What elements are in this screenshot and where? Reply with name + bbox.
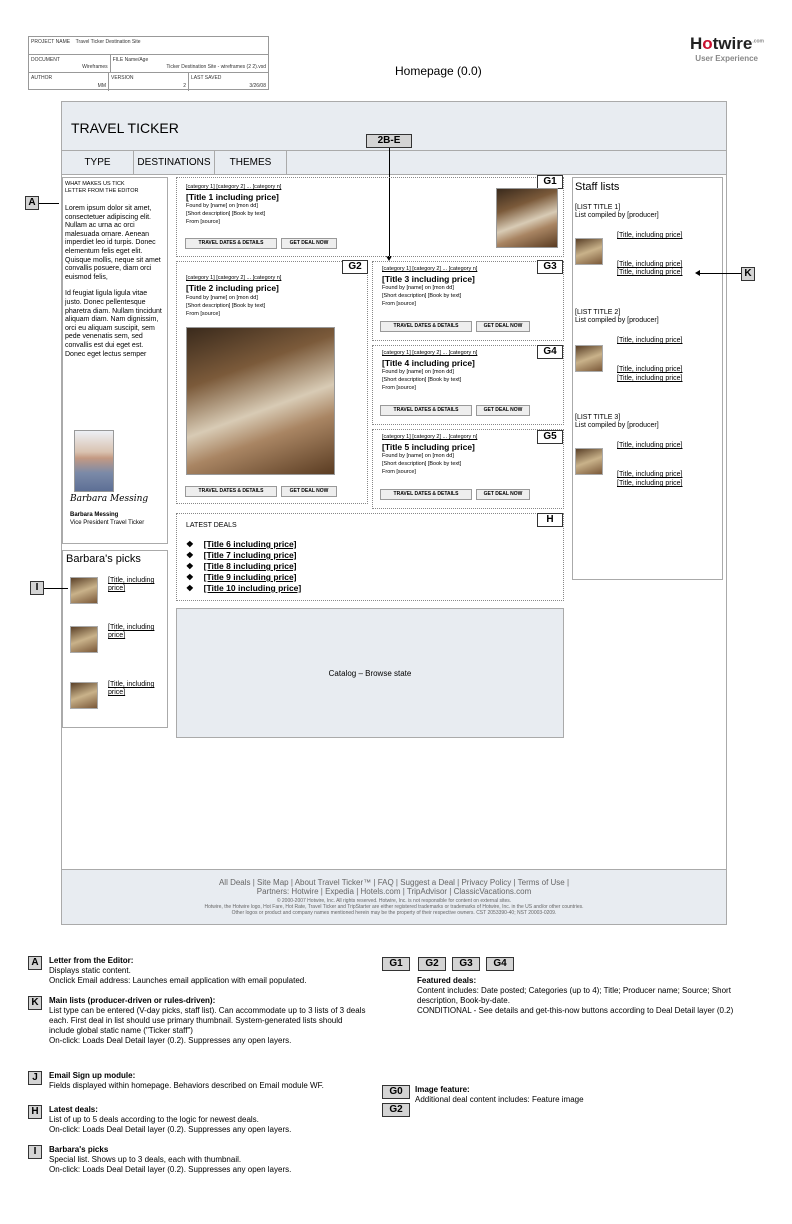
letter-para-1: Lorem ipsum dolor sit amet, consectetuer adipiscing elit. Nullam ac urna ac orci malesuada ornare. Aenean imperdiet leo id turpis. Donec elementum felis eget elit. Quisque mollis, neque sit amet convallis posuere, diam orci euismod felis, — [65, 205, 161, 281]
tag-g3: G3 — [537, 260, 563, 274]
deal-g4-found: Found by [name] on [mon dd] — [382, 369, 454, 375]
bullet-icon: ❖ — [186, 561, 194, 571]
hotwire-logo — [690, 34, 764, 54]
staff-list-2-name: [LIST TITLE 2] — [575, 309, 621, 316]
project-value: Travel Ticker Destination Site — [75, 39, 141, 45]
note-tag-i: I — [28, 1145, 42, 1159]
note-a — [49, 956, 369, 986]
staff-list-3-name: [LIST TITLE 3] — [575, 414, 621, 421]
deal-g2-source: From [source] — [186, 311, 220, 317]
pick-thumb-3[interactable] — [70, 682, 98, 709]
pick-thumb-1[interactable] — [70, 577, 98, 604]
arrow-i — [44, 588, 68, 589]
note-i-line-1: Special list. Shows up to 3 deals, each with thumbnail. — [49, 1155, 242, 1164]
latest-item[interactable] — [186, 583, 301, 594]
editor-role[interactable]: Vice President Travel Ticker — [70, 520, 145, 526]
file-label: FILE Name/Age — [112, 57, 149, 63]
document-cell — [29, 55, 111, 72]
file-value: Ticker Destination Site - wireframes (2 2).vsd — [166, 64, 266, 70]
pick-link-3[interactable]: [Title, including price] — [108, 681, 155, 696]
letter-para-2: Id feugiat ligula ligula vitae justo. Donec pellentesque pharetra diam. Nullam tincidunt aliquam diam. Nam dignissim, orci eu aliquam suscipit, sem pede venenatis sem, sed convallis est dui eget est. Donec eget lectus semper — [65, 290, 162, 358]
deal-g4-desc: [Short description] [Book by text] — [382, 377, 462, 383]
deal-g5-title[interactable]: [Title 5 including price] — [382, 442, 475, 452]
deal-g5-found: Found by [name] on [mon dd] — [382, 453, 454, 459]
deal-g2-title[interactable]: [Title 2 including price] — [186, 283, 279, 293]
deal-g1-desc: [Short description] [Book by text] — [186, 211, 266, 217]
note-k-line-2: On-click: Loads Deal Detail layer (0.2). Suppresses any open layers. — [49, 1036, 292, 1045]
deal-g3-categories[interactable]: [category 1] [category 2] ... [category n] — [382, 266, 478, 272]
deal-g4-source: From [source] — [382, 385, 416, 391]
latest-item-link[interactable]: [Title 6 including price] — [203, 539, 297, 549]
deal-g5-source: From [source] — [382, 469, 416, 475]
version-label: VERSION — [111, 75, 134, 81]
deal-g4-get-button[interactable]: GET DEAL NOW — [476, 405, 530, 416]
note-k-line-1: List type can be entered (V-day picks, staff list). Can accommodate up to 3 lists of 3 deals each. First deal in list should use primary thumbnail. System-generated lists should include global static name ("Ticker staff") — [49, 1006, 366, 1035]
document-value: Wireframes — [82, 64, 108, 70]
staff-list-1-by: List compiled by [producer] — [575, 212, 659, 219]
latest-item-link[interactable]: [Title 7 including price] — [203, 550, 297, 560]
arrow-a — [39, 203, 59, 204]
deal-g1-categories[interactable]: [category 1] [category 2] ... [category n] — [186, 184, 282, 190]
catalog-browse-state: Catalog – Browse state — [176, 608, 564, 738]
note-h-title: Latest deals: — [49, 1105, 98, 1114]
note-i — [49, 1145, 369, 1175]
deal-g4-categories[interactable]: [category 1] [category 2] ... [category n] — [382, 350, 478, 356]
deal-g2-dates-button[interactable]: TRAVEL DATES & DETAILS — [185, 486, 277, 497]
bullet-icon: ❖ — [186, 539, 194, 549]
author-cell — [29, 73, 109, 91]
pick-link-1[interactable]: [Title, including price] — [108, 577, 155, 592]
note-j — [49, 1071, 369, 1091]
footer-legal-3: Other logos or product and company names mentioned herein may be the property of their respective owners. CST 2053390-40; NST 20003-0209. — [231, 910, 557, 916]
deal-g4-title[interactable]: [Title 4 including price] — [382, 358, 475, 368]
note-g0-line-1: Additional deal content includes: Feature image — [415, 1095, 584, 1104]
staff-list-3-header — [575, 414, 659, 430]
bullet-icon: ❖ — [186, 572, 194, 582]
staff-list-3-item-3[interactable]: [Title, including price] — [617, 480, 683, 487]
note-h-line-2: On-click: Loads Deal Detail layer (0.2). Suppresses any open layers. — [49, 1125, 292, 1134]
deal-g1-dates-button[interactable]: TRAVEL DATES & DETAILS — [185, 238, 277, 249]
site-title[interactable]: TRAVEL TICKER — [71, 120, 179, 136]
staff-list-1-item-2[interactable]: [Title, including price] — [617, 261, 683, 268]
staff-list-2-header — [575, 309, 659, 325]
note-tag-g3: G3 — [452, 957, 480, 971]
saved-label: LAST SAVED — [191, 75, 222, 81]
tag-g5: G5 — [537, 430, 563, 444]
latest-item-link[interactable]: [Title 8 including price] — [203, 561, 297, 571]
note-g-line-1: Content includes: Date posted; Categories (up to 4); Title; Producer name; Source; Short description, Book-by-date. — [417, 986, 731, 1005]
note-h — [49, 1105, 369, 1135]
note-i-title: Barbara's picks — [49, 1145, 109, 1154]
footer-partners[interactable]: Partners: Hotwire | Expedia | Hotels.com | TripAdvisor | ClassicVacations.com — [256, 887, 532, 896]
note-tag-g0: G0 — [382, 1085, 410, 1099]
project-meta-table — [28, 36, 269, 90]
latest-deals-list — [186, 539, 301, 594]
staff-list-2-item-2[interactable]: [Title, including price] — [617, 366, 683, 373]
tag-g1: G1 — [537, 175, 563, 189]
latest-item[interactable] — [186, 561, 301, 572]
saved-cell — [189, 73, 268, 91]
deal-g1-source: From [source] — [186, 219, 220, 225]
project-name-cell — [29, 37, 268, 54]
note-a-line-2: Onclick Email address: Launches email application with email populated. — [49, 976, 307, 985]
note-h-line-1: List of up to 5 deals according to the logic for newest deals. — [49, 1115, 259, 1124]
author-label: AUTHOR — [31, 75, 53, 81]
arrow-k — [699, 273, 741, 274]
version-value: 2 — [183, 83, 186, 89]
deal-g3-title[interactable]: [Title 3 including price] — [382, 274, 475, 284]
staff-list-1-thumb[interactable] — [575, 238, 603, 265]
note-tag-g1: G1 — [382, 957, 410, 971]
editor-avatar — [74, 430, 114, 492]
staff-list-2-by: List compiled by [producer] — [575, 317, 659, 324]
tag-g2: G2 — [342, 260, 368, 274]
staff-list-2-item-1[interactable]: [Title, including price] — [617, 337, 683, 344]
tag-k: K — [741, 267, 755, 281]
main-nav — [62, 151, 726, 175]
staff-lists-title: Staff lists — [575, 181, 620, 193]
note-g0-title: Image feature: — [415, 1085, 470, 1094]
staff-list-1-item-3[interactable]: [Title, including price] — [617, 269, 683, 276]
document-label: DOCUMENT — [31, 57, 60, 63]
note-a-title: Letter from the Editor: — [49, 956, 134, 965]
staff-list-1-name: [LIST TITLE 1] — [575, 204, 621, 211]
latest-item[interactable] — [186, 539, 301, 550]
deal-g2-get-button[interactable]: GET DEAL NOW — [281, 486, 337, 497]
staff-list-2-thumb[interactable] — [575, 345, 603, 372]
deal-g5-desc: [Short description] [Book by text] — [382, 461, 462, 467]
latest-item[interactable] — [186, 572, 301, 583]
note-i-line-2: On-click: Loads Deal Detail layer (0.2). Suppresses any open layers. — [49, 1165, 292, 1174]
staff-list-2-item-3[interactable]: [Title, including price] — [617, 375, 683, 382]
footer-links[interactable]: All Deals | Site Map | About Travel Ticker™ | FAQ | Suggest a Deal | Privacy Policy | Terms of Use | — [218, 878, 570, 887]
bullet-icon: ❖ — [186, 583, 194, 593]
footer-legal-2: Hotwire, the Hotwire logo, Hot Fare, Hot Rate, Travel Ticker and TripStarter are either registered trademarks or trademarks of Hotwire, Inc. in the US and/or other countries. — [204, 904, 584, 910]
tab-type[interactable]: TYPE — [62, 151, 134, 175]
arrow-k-head — [695, 270, 700, 276]
editor-signature: Barbara Messing — [70, 494, 149, 504]
staff-list-3-item-1[interactable]: [Title, including price] — [617, 442, 683, 449]
staff-list-3-thumb[interactable] — [575, 448, 603, 475]
logo-rest: twire — [712, 34, 753, 53]
deal-g3-found: Found by [name] on [mon dd] — [382, 285, 454, 291]
note-g-line-2: CONDITIONAL - See details and get-this-now buttons according to Deal Detail layer (0.2) — [417, 1006, 734, 1015]
tag-2b-e: 2B-E — [366, 134, 412, 148]
deal-g1-get-button[interactable]: GET DEAL NOW — [281, 238, 337, 249]
saved-value: 3/26/08 — [249, 83, 266, 89]
deal-g5-dates-button[interactable]: TRAVEL DATES & DETAILS — [380, 489, 472, 500]
staff-list-3-by: List compiled by [producer] — [575, 422, 659, 429]
note-k-title: Main lists (producer-driven or rules-driven): — [49, 996, 216, 1005]
deal-g1-photo[interactable] — [496, 188, 558, 248]
note-g0 — [415, 1085, 745, 1105]
tag-i: I — [30, 581, 44, 595]
deal-g3-dates-button[interactable]: TRAVEL DATES & DETAILS — [380, 321, 472, 332]
letter-body — [65, 205, 165, 359]
note-a-line-1: Displays static content. — [49, 966, 131, 975]
latest-item-link[interactable]: [Title 9 including price] — [203, 572, 297, 582]
note-j-line-1: Fields displayed within homepage. Behaviors described on Email module WF. — [49, 1081, 324, 1090]
note-tag-a: A — [28, 956, 42, 970]
project-label: PROJECT NAME — [31, 39, 71, 45]
logo-o: o — [702, 34, 713, 53]
deal-g5-categories[interactable]: [category 1] [category 2] ... [category n] — [382, 434, 478, 440]
tag-h: H — [537, 513, 563, 527]
note-g — [417, 976, 747, 1016]
note-tag-k: K — [28, 996, 42, 1010]
staff-list-1-item-1[interactable]: [Title, including price] — [617, 232, 683, 239]
site-footer — [62, 869, 726, 924]
pick-link-2[interactable]: [Title, including price] — [108, 624, 155, 639]
deal-g1-title[interactable]: [Title 1 including price] — [186, 192, 279, 202]
deal-g2-feature-image[interactable] — [186, 327, 335, 475]
letter-heading-1: WHAT MAKES US TICK — [65, 181, 125, 187]
note-g-title: Featured deals: — [417, 976, 477, 985]
tab-destinations[interactable]: DESTINATIONS — [134, 151, 215, 175]
note-j-title: Email Sign up module: — [49, 1071, 136, 1080]
latest-item[interactable] — [186, 550, 301, 561]
version-cell — [109, 73, 189, 91]
deal-g5-get-button[interactable]: GET DEAL NOW — [476, 489, 530, 500]
editor-name: Barbara Messing — [70, 512, 119, 518]
footer-legal-1: © 2000-2007 Hotwire, Inc. All rights reserved. Hotwire, Inc. is not responsible for content on external sites. — [276, 898, 512, 904]
logo-h: H — [689, 34, 703, 53]
author-value: MM — [97, 83, 106, 89]
deal-g3-get-button[interactable]: GET DEAL NOW — [476, 321, 530, 332]
staff-list-1-header — [575, 204, 659, 220]
logo-com: .com — [752, 38, 764, 45]
latest-item-link[interactable]: [Title 10 including price] — [203, 583, 302, 593]
deal-g3-source: From [source] — [382, 301, 416, 307]
deal-g4-dates-button[interactable]: TRAVEL DATES & DETAILS — [380, 405, 472, 416]
deal-g2-categories[interactable]: [category 1] [category 2] ... [category n] — [186, 275, 282, 281]
deal-g2-found: Found by [name] on [mon dd] — [186, 295, 258, 301]
deal-g1-found: Found by [name] on [mon dd] — [186, 203, 258, 209]
note-tag-j: J — [28, 1071, 42, 1085]
deal-g3-desc: [Short description] [Book by text] — [382, 293, 462, 299]
latest-deals-title: LATEST DEALS — [186, 522, 237, 529]
letter-heading-2: LETTER FROM THE EDITOR — [65, 188, 139, 194]
deal-g2-desc: [Short description] [Book by text] — [186, 303, 266, 309]
note-tag-g2-image: G2 — [382, 1103, 410, 1117]
file-cell — [111, 55, 268, 72]
tag-g4: G4 — [537, 345, 563, 359]
pick-thumb-2[interactable] — [70, 626, 98, 653]
note-tag-h: H — [28, 1105, 42, 1119]
note-tag-g4: G4 — [486, 957, 514, 971]
staff-list-3-item-2[interactable]: [Title, including price] — [617, 471, 683, 478]
picks-title: Barbara's picks — [66, 553, 141, 565]
tag-a: A — [25, 196, 39, 210]
tab-themes[interactable]: THEMES — [215, 151, 287, 175]
bullet-icon: ❖ — [186, 550, 194, 560]
logo-subtitle: User Experience — [695, 54, 758, 63]
note-tag-g2: G2 — [418, 957, 446, 971]
note-k — [49, 996, 369, 1046]
page-title: Homepage (0.0) — [395, 64, 482, 78]
